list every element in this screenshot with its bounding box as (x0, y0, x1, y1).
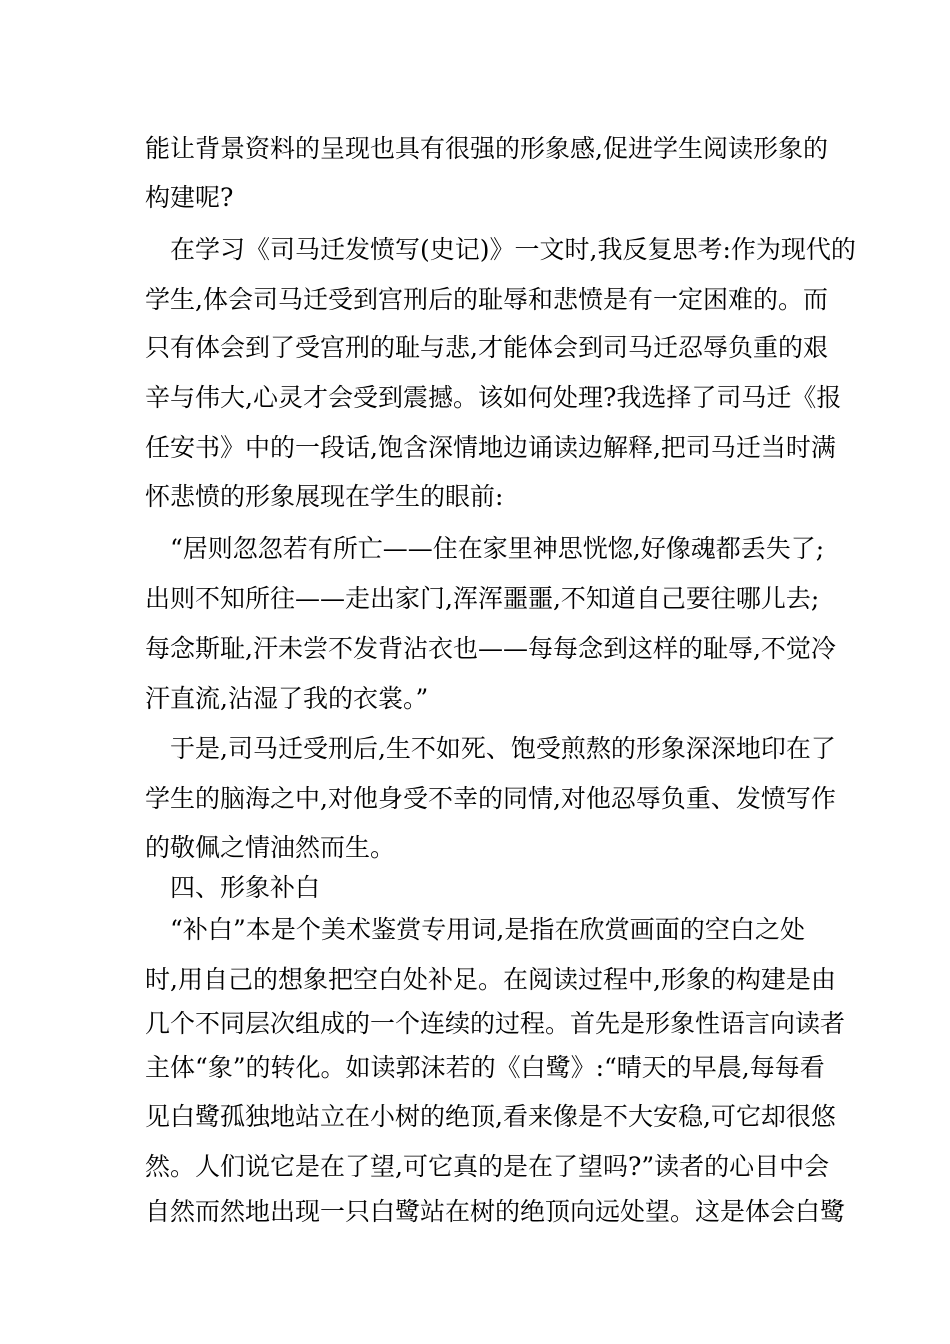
text-line: 于是,司马迁受刑后,生不如死、饱受煎熬的形象深深地印在了 (170, 734, 836, 763)
section-heading: 四、形象补白 (170, 873, 321, 902)
text-line: 怀悲愤的形象展现在学生的眼前: (145, 482, 504, 511)
text-line: 主体“象”的转化。如读郭沫若的《白鹭》:“晴天的早晨,每每看 (145, 1053, 825, 1082)
text-line: 辛与伟大,心灵才会受到震撼。该如何处理?我选择了司马迁《报 (145, 383, 842, 412)
text-line: 然。人们说它是在了望,可它真的是在了望吗?”读者的心目中会 (145, 1152, 830, 1181)
text-line: 学生,体会司马迁受到宫刑后的耻辱和悲愤是有一定困难的。而 (145, 285, 828, 314)
text-line: 几个不同层次组成的一个连续的过程。首先是形象性语言向读者 (145, 1009, 846, 1038)
text-line: 每念斯耻,汗未尝不发背沾衣也——每每念到这样的耻辱,不觉冷 (145, 634, 836, 663)
text-line: 任安书》中的一段话,饱含深情地边诵读边解释,把司马迁当时满 (145, 433, 836, 462)
text-line: 时,用自己的想象把空白处补足。在阅读过程中,形象的构建是由 (145, 965, 836, 994)
text-line: 在学习《司马迁发愤写(史记)》一文时,我反复思考:作为现代的 (170, 235, 856, 264)
text-line: “居则忽忽若有所亡——住在家里神思恍惚,好像魂都丢失了; (170, 534, 825, 563)
text-line: 见白鹭孤独地站立在小树的绝顶,看来像是不大安稳,可它却很悠 (145, 1102, 836, 1131)
text-line: 只有体会到了受宫刑的耻与悲,才能体会到司马迁忍辱负重的艰 (145, 333, 828, 362)
text-line: 汗直流,沾湿了我的衣裳。” (145, 684, 429, 713)
text-line: “补白”本是个美术鉴赏专用词,是指在欣赏画面的空白之处 (170, 915, 805, 944)
text-line: 能让背景资料的呈现也具有很强的形象感,促进学生阅读形象的 (145, 134, 828, 163)
text-line: 的敬佩之情油然而生。 (145, 833, 396, 862)
text-line: 学生的脑海之中,对他身受不幸的同情,对他忍辱负重、发愤写作 (145, 784, 836, 813)
text-line: 自然而然地出现一只白鹭站在树的绝顶向远处望。这是体会白鹭 (145, 1197, 846, 1226)
text-line: 构建呢? (145, 183, 234, 212)
text-line: 出则不知所往——走出家门,浑浑噩噩,不知道自己要往哪儿去; (145, 584, 820, 613)
